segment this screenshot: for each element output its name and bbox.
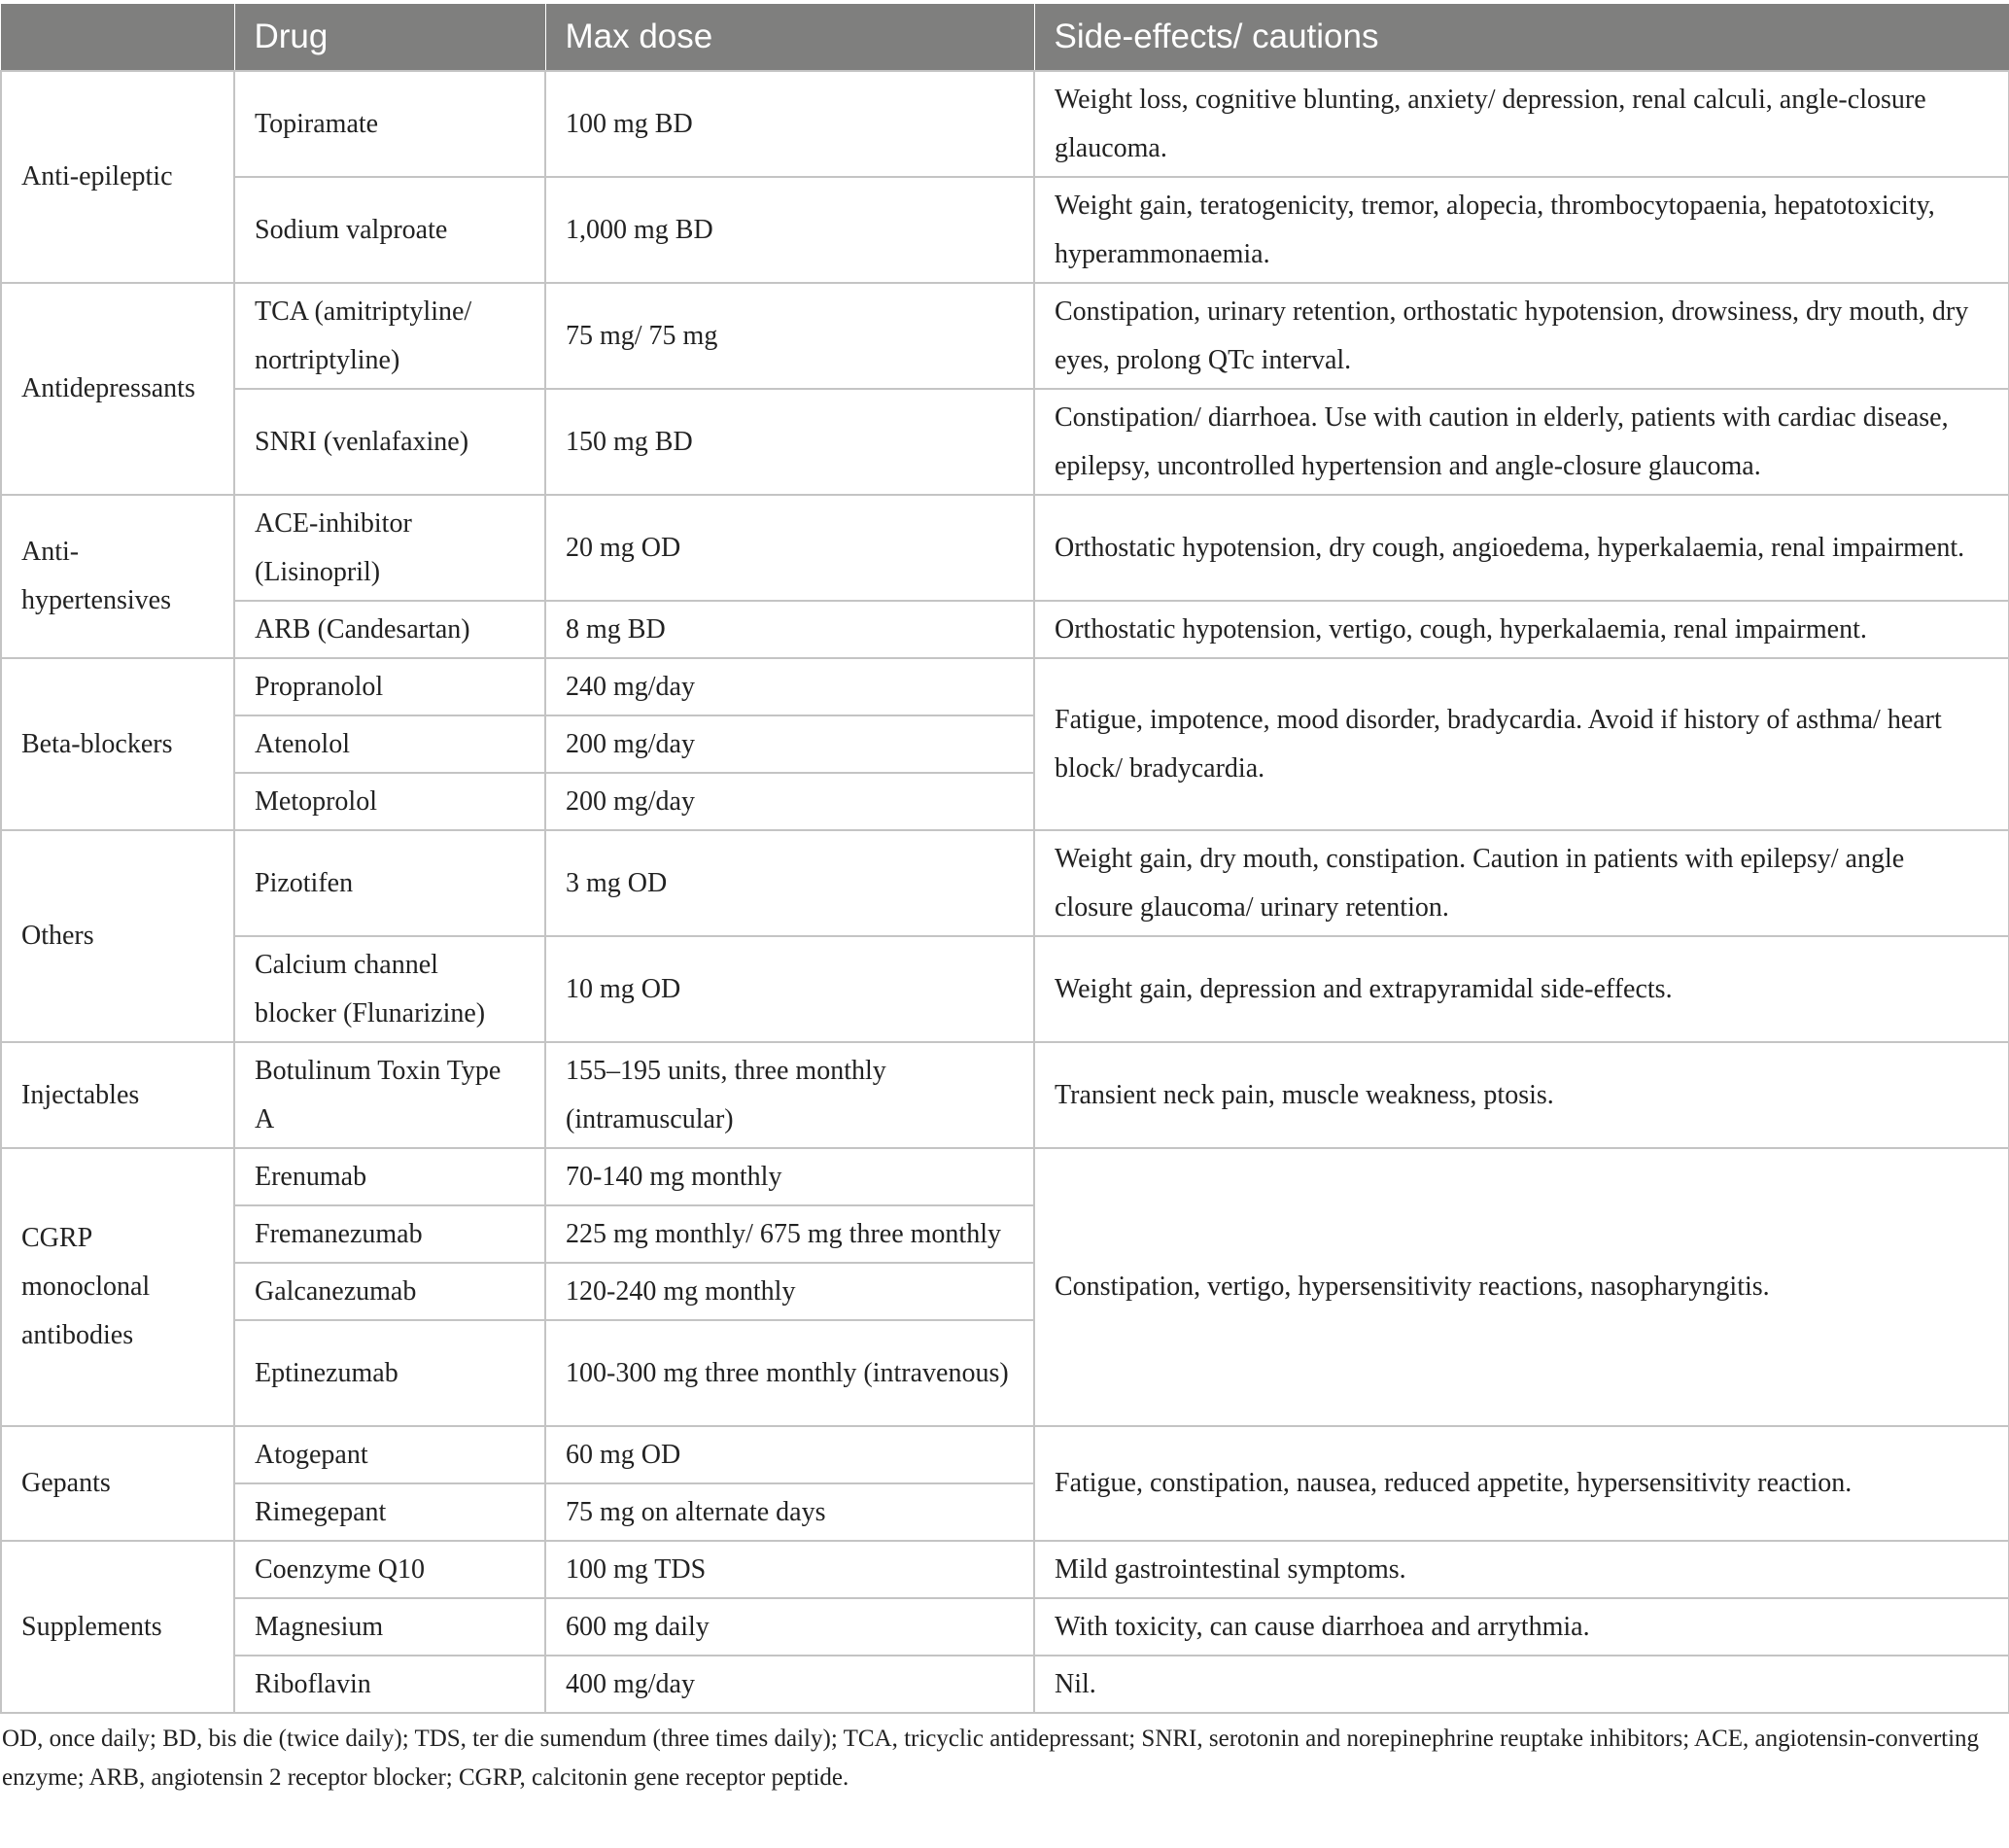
drug-cell: Fremanezumab	[234, 1205, 545, 1263]
effects-cell: Constipation/ diarrhoea. Use with caution in elderly, patients with cardiac disease, epilepsy, uncontrolled hypertension and angle-closure glaucoma.	[1034, 389, 2009, 495]
table-footnote: OD, once daily; BD, bis die (twice daily); TDS, ter die sumendum (three times daily); TCA, tricyclic antidepressant; SNRI, serotonin and norepinephrine reuptake inhibitors; ACE, angiotensin-converting enzyme; ARB, angiotensin 2 receptor blocker; CGRP, calcitonin gene receptor peptide.	[2, 1726, 1980, 1791]
table-row	[1, 495, 2009, 601]
drug-cell: SNRI (venlafaxine)	[234, 389, 545, 495]
document	[0, 4, 2009, 1797]
effects-cell: Weight gain, dry mouth, constipation. Caution in patients with epilepsy/ angle closure glaucoma/ urinary retention.	[1034, 830, 2009, 936]
table-row	[1, 1148, 2009, 1205]
dose-cell: 240 mg/day	[545, 658, 1034, 715]
dose-cell: 10 mg OD	[545, 936, 1034, 1042]
dose-cell: 155–195 units, three monthly (intramuscular)	[545, 1042, 1034, 1148]
table-row	[1, 658, 2009, 715]
dose-cell: 8 mg BD	[545, 601, 1034, 658]
header-max-dose: Max dose	[545, 4, 1034, 71]
dose-cell: 3 mg OD	[545, 830, 1034, 936]
header-category	[1, 4, 234, 71]
category-cell: Anti-hypertensives	[1, 495, 234, 658]
effects-cell: Nil.	[1034, 1656, 2009, 1713]
category-cell: Antidepressants	[1, 283, 234, 495]
drug-cell: Riboflavin	[234, 1656, 545, 1713]
table-row	[1, 1541, 2009, 1598]
drug-cell: Eptinezumab	[234, 1320, 545, 1426]
drug-cell: Atogepant	[234, 1426, 545, 1483]
table-row	[1, 1426, 2009, 1483]
category-cell: CGRP monoclonal antibodies	[1, 1148, 234, 1426]
dose-cell: 60 mg OD	[545, 1426, 1034, 1483]
drug-cell: ACE-inhibitor (Lisinopril)	[234, 495, 545, 601]
effects-cell: Weight gain, teratogenicity, tremor, alopecia, thrombocytopaenia, hepatotoxicity, hyperammonaemia.	[1034, 177, 2009, 283]
table-row	[1, 283, 2009, 389]
drug-cell: Coenzyme Q10	[234, 1541, 545, 1598]
drug-cell: Calcium channel blocker (Flunarizine)	[234, 936, 545, 1042]
table-row	[1, 830, 2009, 936]
table-row	[1, 936, 2009, 1042]
drug-cell: Propranolol	[234, 658, 545, 715]
category-cell: Gepants	[1, 1426, 234, 1541]
drug-cell: Atenolol	[234, 715, 545, 773]
dose-cell: 100 mg BD	[545, 71, 1034, 177]
drug-cell: Topiramate	[234, 71, 545, 177]
effects-cell: Constipation, vertigo, hypersensitivity reactions, nasopharyngitis.	[1034, 1148, 2009, 1426]
table-header-row	[1, 4, 2009, 71]
dose-cell: 75 mg/ 75 mg	[545, 283, 1034, 389]
drug-cell: Botulinum Toxin Type A	[234, 1042, 545, 1148]
effects-cell: Weight gain, depression and extrapyramidal side-effects.	[1034, 936, 2009, 1042]
dose-cell: 200 mg/day	[545, 715, 1034, 773]
table-row	[1, 389, 2009, 495]
drug-cell: Erenumab	[234, 1148, 545, 1205]
dose-cell: 150 mg BD	[545, 389, 1034, 495]
table-row	[1, 1656, 2009, 1713]
header-drug: Drug	[234, 4, 545, 71]
dose-cell: 70-140 mg monthly	[545, 1148, 1034, 1205]
dose-cell: 120-240 mg monthly	[545, 1263, 1034, 1320]
dose-cell: 20 mg OD	[545, 495, 1034, 601]
drug-cell: Magnesium	[234, 1598, 545, 1656]
category-cell: Supplements	[1, 1541, 234, 1713]
effects-cell: Orthostatic hypotension, vertigo, cough, hyperkalaemia, renal impairment.	[1034, 601, 2009, 658]
drug-cell: ARB (Candesartan)	[234, 601, 545, 658]
drug-cell: Pizotifen	[234, 830, 545, 936]
category-cell: Injectables	[1, 1042, 234, 1148]
effects-cell: Orthostatic hypotension, dry cough, angioedema, hyperkalaemia, renal impairment.	[1034, 495, 2009, 601]
effects-cell: With toxicity, can cause diarrhoea and arrythmia.	[1034, 1598, 2009, 1656]
dose-cell: 1,000 mg BD	[545, 177, 1034, 283]
effects-cell: Fatigue, impotence, mood disorder, bradycardia. Avoid if history of asthma/ heart block/ bradycardia.	[1034, 658, 2009, 830]
category-cell: Others	[1, 830, 234, 1042]
drug-cell: Metoprolol	[234, 773, 545, 830]
table-row	[1, 601, 2009, 658]
dose-cell: 75 mg on alternate days	[545, 1483, 1034, 1541]
dose-cell: 100-300 mg three monthly (intravenous)	[545, 1320, 1034, 1426]
effects-cell: Constipation, urinary retention, orthostatic hypotension, drowsiness, dry mouth, dry eyes, prolong QTc interval.	[1034, 283, 2009, 389]
effects-cell: Fatigue, constipation, nausea, reduced appetite, hypersensitivity reaction.	[1034, 1426, 2009, 1541]
category-cell: Anti-epileptic	[1, 71, 234, 283]
category-cell: Beta-blockers	[1, 658, 234, 830]
drug-cell: TCA (amitriptyline/ nortriptyline)	[234, 283, 545, 389]
drug-cell: Galcanezumab	[234, 1263, 545, 1320]
header-side-effects: Side-effects/ cautions	[1034, 4, 2009, 71]
table-row	[1, 177, 2009, 283]
table-row	[1, 1598, 2009, 1656]
effects-cell: Mild gastrointestinal symptoms.	[1034, 1541, 2009, 1598]
drug-cell: Rimegepant	[234, 1483, 545, 1541]
dose-cell: 600 mg daily	[545, 1598, 1034, 1656]
dose-cell: 100 mg TDS	[545, 1541, 1034, 1598]
dose-cell: 200 mg/day	[545, 773, 1034, 830]
drug-cell: Sodium valproate	[234, 177, 545, 283]
effects-cell: Weight loss, cognitive blunting, anxiety/ depression, renal calculi, angle-closure glaucoma.	[1034, 71, 2009, 177]
effects-cell: Transient neck pain, muscle weakness, ptosis.	[1034, 1042, 2009, 1148]
table-row	[1, 71, 2009, 177]
table-row	[1, 1042, 2009, 1148]
dose-cell: 225 mg monthly/ 675 mg three monthly	[545, 1205, 1034, 1263]
drug-table	[0, 4, 2009, 1714]
dose-cell: 400 mg/day	[545, 1656, 1034, 1713]
